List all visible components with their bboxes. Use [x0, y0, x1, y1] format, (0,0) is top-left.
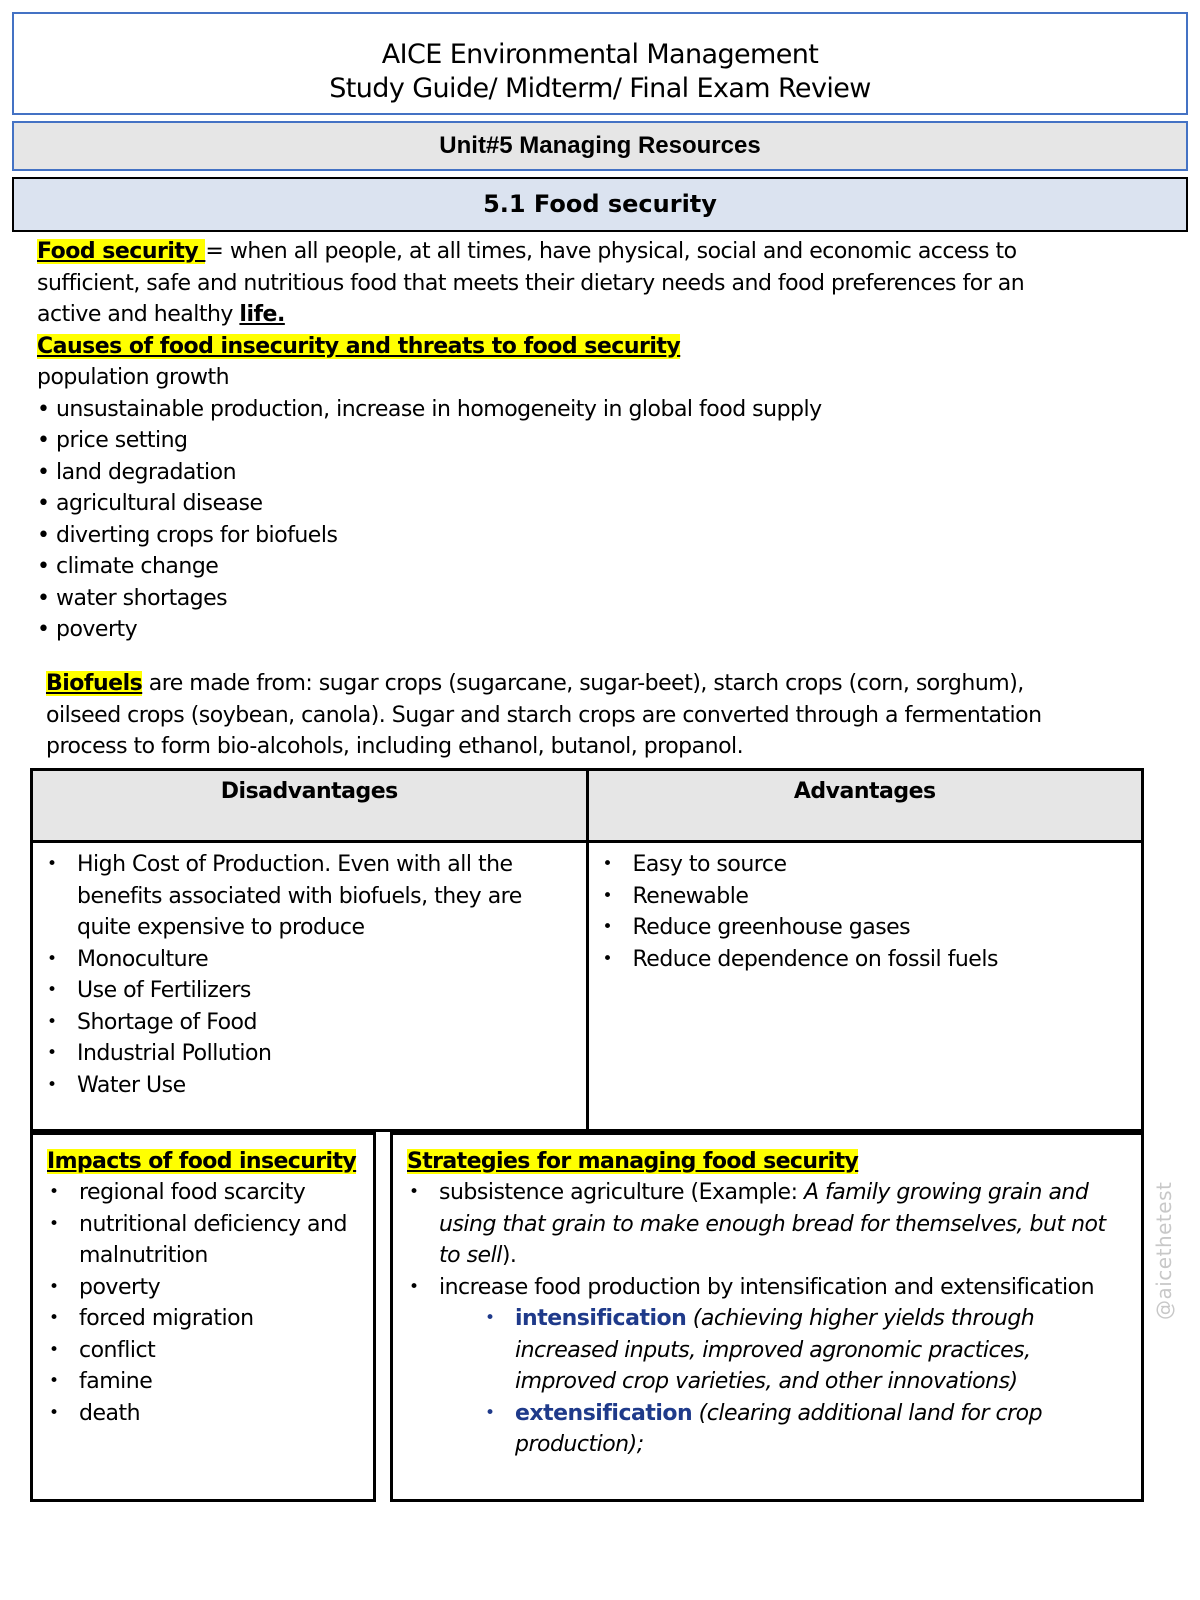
list-item: • climate change [37, 554, 219, 579]
list-item: • intensification (achieving higher yields through increased inputs, improved agronomic practices, improved crop varieties, and other innovations) [483, 1303, 1131, 1398]
impacts-list [47, 1177, 373, 1429]
disadvantages-header: Disadvantages [32, 770, 588, 842]
list-item: • Easy to source [601, 849, 1132, 881]
bullet-icon: • [409, 1182, 419, 1202]
biofuels-term: Biofuels [46, 671, 143, 696]
strategies-box [390, 1132, 1144, 1502]
bullet-icon: • [37, 617, 50, 642]
bullet-icon: • [47, 1011, 57, 1032]
bullet-icon: • [49, 1339, 59, 1360]
disadvantages-list [45, 849, 576, 1101]
biofuels-line-3: process to form bio-alcohols, including ethanol, butanol, propanol. [46, 734, 744, 759]
list-item: • extensification (clearing additional land for crop production); [483, 1398, 1131, 1461]
list-item: • Monoculture [45, 944, 576, 976]
document-title: AICE Environmental Management [381, 39, 819, 70]
list-item: • conflict [47, 1335, 373, 1367]
bullet-icon: • [602, 854, 613, 874]
bullet-icon: • [37, 554, 50, 579]
bullet-icon: • [485, 1308, 495, 1328]
food-security-block [37, 236, 1157, 646]
bullet-icon: • [602, 885, 613, 906]
definition-line-3: active and healthy life. [37, 302, 285, 327]
disadvantages-cell [32, 842, 588, 1131]
list-item: • agricultural disease [37, 491, 263, 516]
causes-list [37, 394, 1157, 646]
list-item: • regional food scarcity [47, 1177, 373, 1209]
list-item: • water shortages [37, 585, 228, 611]
list-item: • Renewable [601, 881, 1132, 913]
biofuels-line-2: oilseed crops (soybean, canola). Sugar and starch crops are converted through a fermentation [46, 702, 1042, 728]
list-item: • Reduce greenhouse gases [601, 912, 1132, 944]
extensification-term: extensification [515, 1400, 693, 1426]
list-item: • increase food production by intensification and extensification [407, 1272, 1131, 1304]
food-security-term: Food security [37, 239, 206, 264]
list-item: • poverty [47, 1272, 373, 1304]
bullet-icon: • [49, 1182, 59, 1202]
list-item: • Reduce dependence on fossil fuels [601, 944, 1132, 976]
bullet-icon: • [49, 1402, 59, 1423]
strategies-heading: Strategies for managing food security [407, 1149, 859, 1174]
list-item: • Industrial Pollution [45, 1038, 576, 1070]
list-item: • diverting crops for biofuels [37, 522, 338, 548]
list-item: • unsustainable production, increase in homogeneity in global food supply [37, 396, 822, 422]
document-subtitle: Study Guide/ Midterm/ Final Exam Review [329, 73, 871, 104]
title-box [12, 12, 1188, 115]
list-item: • High Cost of Production. Even with all the benefits associated with biofuels, they are quite expensive to produce [45, 849, 576, 944]
list-item: • Water Use [45, 1070, 576, 1102]
causes-first-item: population growth [37, 365, 230, 390]
section-heading: 5.1 Food security [12, 177, 1188, 232]
list-item: • poverty [37, 617, 138, 642]
advantages-list [601, 849, 1132, 975]
bullet-icon: • [49, 1371, 59, 1391]
strategies-list [407, 1177, 1131, 1303]
causes-heading: Causes of food insecurity and threats to food security [37, 333, 681, 359]
list-item: • death [47, 1398, 373, 1430]
bullet-icon: • [47, 854, 57, 874]
advantages-cell [587, 842, 1143, 1131]
bullet-icon: • [47, 948, 57, 969]
list-item: • forced migration [47, 1303, 373, 1335]
bullet-icon: • [602, 917, 613, 937]
definition-line-1: Food security = when all people, at all times, have physical, social and economic access to [37, 239, 1017, 264]
bullet-icon: • [37, 585, 50, 611]
bullet-icon: • [49, 1213, 59, 1234]
list-item: • nutritional deficiency and malnutrition [47, 1209, 373, 1272]
bullet-icon: • [47, 980, 57, 1000]
bullet-icon: • [47, 1043, 57, 1063]
bullet-icon: • [37, 396, 50, 422]
list-item: • Use of Fertilizers [45, 975, 576, 1007]
list-item: • price setting [37, 428, 188, 453]
watermark: @aicethetest [1152, 1181, 1176, 1320]
list-item: • famine [47, 1366, 373, 1398]
definition-line-2: sufficient, safe and nutritious food that meets their dietary needs and food preferences for an [37, 270, 1025, 296]
biofuels-block [46, 668, 1166, 763]
list-item: • land degradation [37, 459, 237, 485]
bullet-icon: • [37, 428, 50, 453]
bullet-icon: • [49, 1308, 59, 1328]
biofuels-table [30, 768, 1144, 1132]
list-item: • subsistence agriculture (Example: A family growing grain and using that grain to make enough bread for themselves, but not to sell). [407, 1177, 1131, 1272]
bullet-icon: • [37, 522, 50, 548]
intensification-term: intensification [515, 1306, 687, 1331]
bullet-icon: • [37, 459, 50, 485]
unit-heading: Unit#5 Managing Resources [12, 121, 1188, 171]
bullet-icon: • [37, 491, 50, 516]
bullet-icon: • [602, 948, 613, 969]
list-item: • Shortage of Food [45, 1007, 576, 1039]
impacts-box [30, 1132, 376, 1502]
bullet-icon: • [485, 1402, 495, 1423]
biofuels-line-1: Biofuels are made from: sugar crops (sugarcane, sugar-beet), starch crops (corn, sorghum), [46, 671, 1024, 696]
impacts-heading: Impacts of food insecurity [47, 1149, 357, 1174]
advantages-header: Advantages [587, 770, 1143, 842]
bullet-icon: • [49, 1276, 59, 1297]
bullet-icon: • [47, 1074, 57, 1095]
bullet-icon: • [409, 1276, 419, 1297]
strategies-sub-list [483, 1303, 1131, 1461]
